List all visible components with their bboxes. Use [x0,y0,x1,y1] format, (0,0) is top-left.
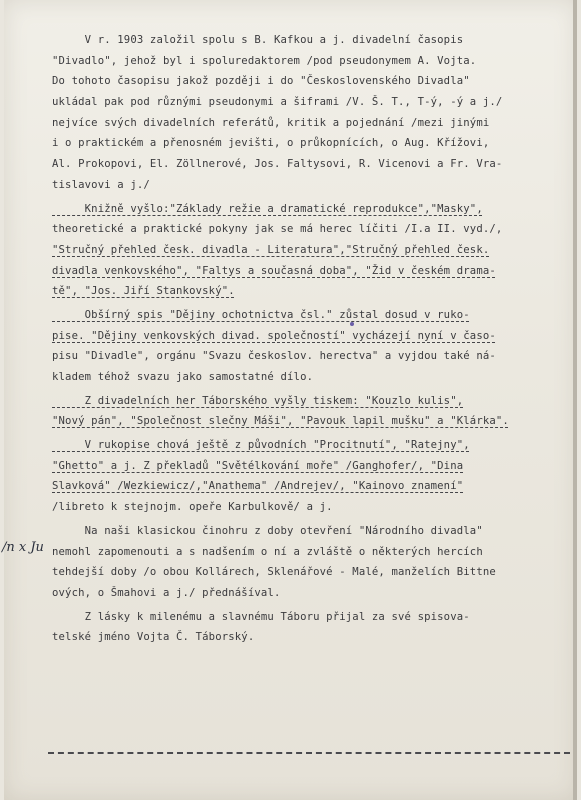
text-line: Z lásky k milenému a slavnému Táboru přijal za své spisova- [52,610,470,623]
page-edge [573,0,577,800]
text-line: divadla venkovského", "Faltys a současná doba", "Žid v českém drama- [52,264,496,277]
text-line: tislavovi a j./ [52,178,150,191]
text-line: i o praktickém a přenosném jevišti, o průkopnících, o Aug. Křížovi, [52,137,490,150]
text-line: nejvíce svých divadelních referátů, kritik a pojednání /mezi jinými [52,116,490,129]
paragraph-books-published [52,199,572,302]
text-line: V rukopise chová ještě z původních "Procitnutí", "Ratejny", [52,439,470,452]
text-line: tě", "Jos. Jiří Stankovský". [52,285,235,298]
text-line: nemohl zapomenouti a s nadšením o ní a zvláště o některých hercích [52,545,483,558]
text-line: pise. "Dějiny venkovských divad. společností" vycházejí nyní v časo- [52,329,496,342]
text-line: /libreto k stejnojm. opeře Karbulkově/ a j. [52,501,333,514]
text-line: Do tohoto časopisu jakož později i do "Československého Divadla" [52,75,470,88]
text-line: kladem téhož svazu jako samostatné dílo. [52,371,314,383]
text-line: Obšírný spis "Dějiny ochotnictva čsl." zůstal dosud v ruko- [52,308,470,321]
text-line: "Ghetto" a j. Z překladů "Světélkování moře" /Ganghofer/, "Dina [52,459,464,472]
text-line: "Stručný přehled česk. divadla - Literatura","Stručný přehled česk. [52,243,490,256]
paragraph-pen-name [52,607,572,648]
text-line: "Nový pán", "Společnost slečny Máši", "Pavouk lapil mušku" a "Klárka". [52,415,509,428]
ink-mark [350,322,354,326]
dashed-separator-line [48,752,570,754]
text-line: ukládal pak pod různými pseudonymi a šiframi /V. Š. T., T-ý, -ý a j./ [52,96,503,109]
paragraph-divadlo-journal [52,30,572,196]
text-line: V r. 1903 založil spolu s B. Kafkou a j. divadelní časopis [52,34,464,46]
text-line: pisu "Divadle", orgánu "Svazu českoslov. herectva" a vyjdou také ná- [52,350,496,363]
text-line: ových, o Šmahovi a j./ přednášíval. [52,586,281,599]
paragraph-printed-plays [52,391,572,432]
text-line: Knižně vyšlo:"Základy režie a dramatické reprodukce","Masky", [52,202,483,215]
paragraph-manuscript-plays [52,435,572,518]
text-line: Al. Prokopovi, El. Zöllnerové, Jos. Faltysovi, R. Vicenovi a Fr. Vra- [52,158,503,171]
paragraph-national-theatre [52,521,572,604]
text-line: "Divadlo", jehož byl i spoluredaktorem /pod pseudonymem A. Vojta. [52,54,477,67]
typewritten-text [52,30,572,651]
paragraph-history-manuscripts [52,305,572,388]
handwritten-margin-note: /n x Ju [2,540,44,555]
text-line: telské jméno Vojta Č. Táborský. [52,631,255,644]
text-line: theoretické a praktické pokyny jak se má herec líčiti /I.a II. vyd./, [52,223,503,236]
text-line: Z divadelních her Táborského vyšly tiskem: "Kouzlo kulis", [52,394,464,407]
text-line: Na naši klasickou činohru z doby otevření "Národního divadla" [52,524,483,537]
text-line: Slavková" /Wezkiewicz/,"Anathema" /Andrejev/, "Kainovo znamení" [52,480,464,493]
text-line: tehdejší doby /o obou Kollárech, Sklenářové - Malé, manželích Bittne [52,566,496,579]
